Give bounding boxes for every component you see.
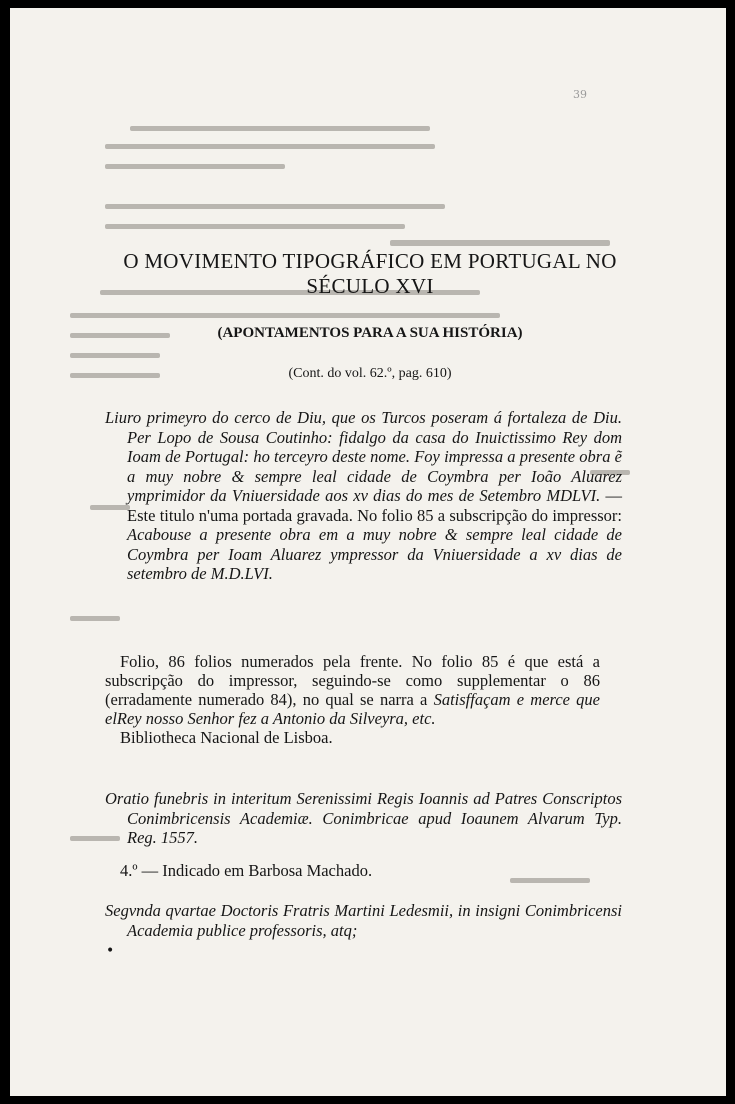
continuation-note: (Cont. do vol. 62.º, pag. 610) <box>288 366 452 381</box>
description-italic: Satisffaçam e merce que elRey nosso Senhor fez a Antonio da Silveyra, etc. <box>105 690 600 728</box>
entry-1-description <box>105 652 600 747</box>
library-name: Bibliotheca Nacional de Lisboa. <box>120 728 333 747</box>
entry-1-colophon: Acabouse a presente obra em a muy nobre & sempre leal cidade de Coymbra per Ioam Aluarez ympressor da Vniuersidade a xv dias de setembro de M.D.LVI. <box>127 525 622 583</box>
entry-2-note: 4.º — Indicado em Barbosa Machado. <box>120 861 373 880</box>
bibliographic-entry-3 <box>105 901 622 940</box>
description-text: Folio, 86 folios numerados pela frente. No folio 85 é que está a subscripção do impressor, seguindo-se como supplementar o 86 (erradamente numerado 84), no qual se narra a <box>105 652 600 709</box>
entry-2-title: Oratio funebris in interitum Serenissimi Regis Ioannis ad Patres Conscriptos Conimbricensis Academiæ. Conimbricae apud Ioaunem Alvarum Typ. Reg. 1557. <box>105 789 622 847</box>
bibliographic-entry-1 <box>105 408 622 584</box>
article-subtitle: (APONTAMENTOS PARA A SUA HISTÓRIA) <box>217 325 523 341</box>
entry-1-title: Liuro primeyro do cerco de Diu, que os Turcos poseram á fortaleza de Diu. Per Lopo de Sousa Coutinho: fidalgo da casa do Inuictissimo Rey dom Ioam de Portugal: ho terceyro deste nome. Foy impressa a presente obra ẽ a muy nobre & sempre leal cidade de Coymbra per Ioão Aluarez ymprimidor da Vniuersidade aos xv dias do mes de Setembro MDLVI. <box>105 408 622 505</box>
entry-3-title: Segvnda qvartae Doctoris Fratris Martini Ledesmii, in insigni Conimbricensi Academia publice professoris, atq; <box>105 901 622 940</box>
article-title: O MOVIMENTO TIPOGRÁFICO EM PORTUGAL NO SÉCULO XVI <box>123 249 617 298</box>
bullet-mark: • <box>106 943 115 959</box>
entry-1-note: — Este titulo n'uma portada gravada. No folio 85 a subscripção do impressor: <box>127 486 623 525</box>
bibliographic-entry-2 <box>105 789 622 848</box>
book-page <box>10 8 726 1096</box>
page-number: 39 <box>573 88 587 101</box>
